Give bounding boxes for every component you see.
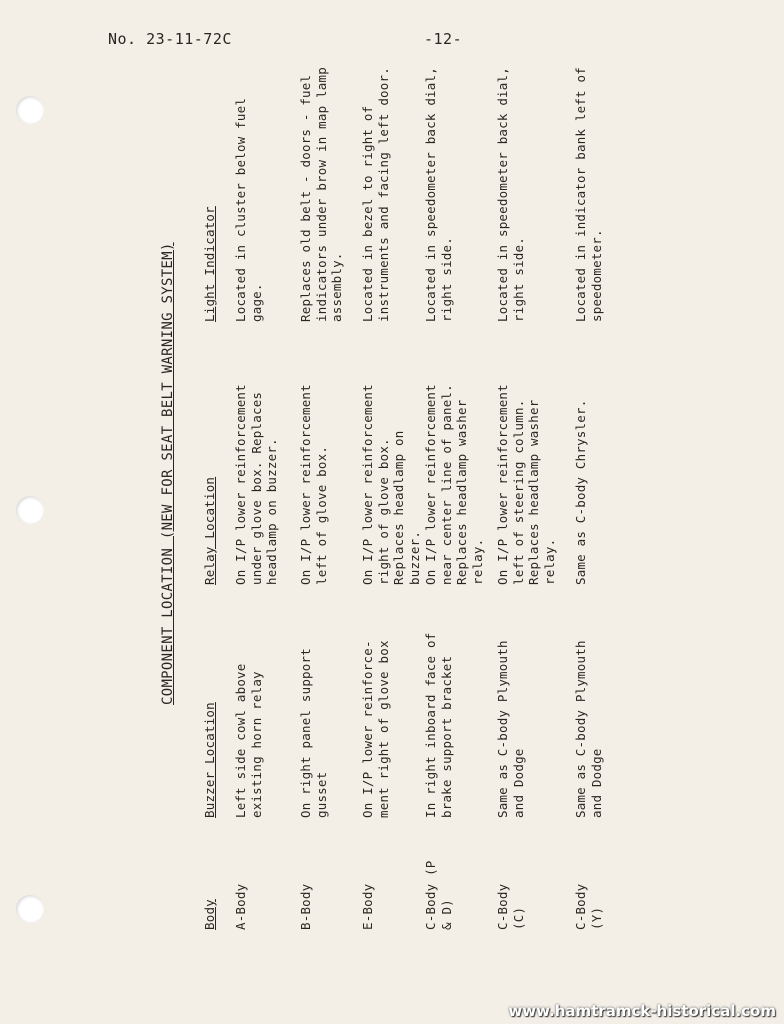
watermark-text: www.hamtramck-historical.com xyxy=(508,1002,776,1020)
buzzer-cell: Same as C-body Plymouth and Dodge xyxy=(573,640,604,818)
relay-cell: On I/P lower reinforcement left of steering column. Replaces headlamp washer relay. xyxy=(495,384,557,585)
body-cell: C-Body (P & D) xyxy=(423,860,454,930)
buzzer-cell: On right panel support gusset xyxy=(298,648,329,818)
light-cell: Located in cluster below fuel gage. xyxy=(233,97,264,322)
table-title: COMPONENT LOCATION (NEW FOR SEAT BELT WARNING SYSTEM) xyxy=(160,242,176,705)
column-header-body: Body xyxy=(202,899,217,930)
table-row xyxy=(298,50,358,930)
light-cell: Replaces old belt - doors - fuel indicators under brow in map lamp assembly. xyxy=(298,67,344,322)
table-row xyxy=(423,50,483,930)
table-row xyxy=(233,50,293,930)
light-cell: Located in bezel to right of instruments and facing left door. xyxy=(360,67,391,322)
buzzer-cell: Left side cowl above existing horn relay xyxy=(233,663,264,818)
binder-hole xyxy=(16,895,44,923)
body-cell: A-Body xyxy=(233,883,248,930)
buzzer-cell: On I/P lower reinforce- ment right of glove box xyxy=(360,640,391,818)
rotated-table xyxy=(160,50,740,930)
light-cell: Located in speedometer back dial, right side. xyxy=(423,67,454,322)
table-row xyxy=(360,50,420,930)
buzzer-cell: In right inboard face of brake support bracket xyxy=(423,632,454,818)
relay-cell: On I/P lower reinforcement near center line of panel. Replaces headlamp washer relay. xyxy=(423,384,485,585)
page-number: -12- xyxy=(424,30,463,48)
binder-hole xyxy=(16,96,44,124)
body-cell: B-Body xyxy=(298,883,313,930)
binder-hole xyxy=(16,496,44,524)
relay-cell: On I/P lower reinforcement under glove box. Replaces headlamp on buzzer. xyxy=(233,384,279,585)
document-number: No. 23-11-72C xyxy=(108,30,232,48)
relay-cell: On I/P lower reinforcement right of glove box. Replaces headlamp on buzzer. xyxy=(360,384,422,585)
buzzer-cell: Same as C-body Plymouth and Dodge xyxy=(495,640,526,818)
column-header-light: Light Indicator xyxy=(202,206,217,322)
light-cell: Located in indicator bank left of speedometer. xyxy=(573,67,604,322)
table-row xyxy=(495,50,555,930)
column-header-buzzer: Buzzer Location xyxy=(202,702,217,818)
body-cell: C-Body (C) xyxy=(495,883,526,930)
light-cell: Located in speedometer back dial, right side. xyxy=(495,67,526,322)
relay-cell: On I/P lower reinforcement left of glove box. xyxy=(298,384,329,585)
column-header-relay: Relay Location xyxy=(202,476,217,585)
relay-cell: Same as C-body Chrysler. xyxy=(573,399,588,585)
table-row xyxy=(573,50,633,930)
body-cell: E-Body xyxy=(360,883,375,930)
body-cell: C-Body (Y) xyxy=(573,883,604,930)
